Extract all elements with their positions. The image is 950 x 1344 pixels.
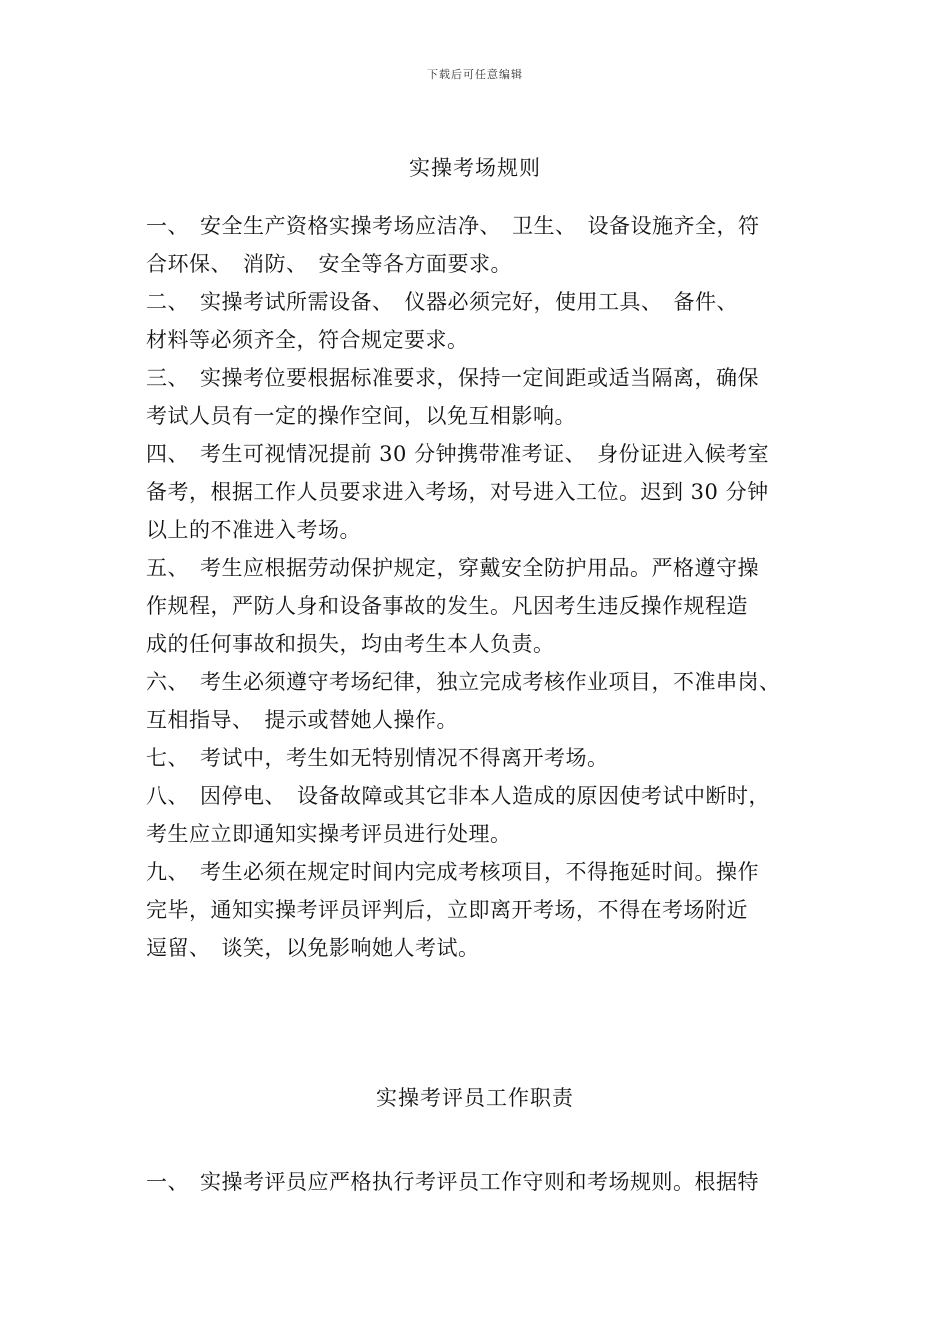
text-line: 七、 考试中，考生如无特别情况不得离开考场。 — [146, 746, 609, 770]
text-line: 考生应立即通知实操考评员进行处理。 — [146, 822, 512, 846]
section-title-exam-rules: 实操考场规则 — [409, 156, 541, 180]
text-line: 考试人员有一定的操作空间，以免互相影响。 — [146, 404, 576, 428]
text-line: 八、 因停电、 设备故障或其它非本人造成的原因使考试中断时， — [146, 784, 770, 808]
text-line: 成的任何事故和损失，均由考生本人负责。 — [146, 632, 555, 656]
exam-rules-body — [146, 207, 826, 967]
text-line: 作规程，严防人身和设备事故的发生。凡因考生违反操作规程造 — [146, 594, 748, 618]
section-title-examiner-duties: 实操考评员工作职责 — [376, 1086, 574, 1110]
examiner-duties-body — [146, 1163, 826, 1201]
text-line: 一、 安全生产资格实操考场应洁净、 卫生、 设备设施齐全，符 — [146, 214, 760, 238]
text-line: 材料等必须齐全，符合规定要求。 — [146, 328, 469, 352]
text-line: 以上的不准进入考场。 — [146, 518, 361, 542]
text-line: 逗留、 谈笑，以免影响她人考试。 — [146, 936, 480, 960]
text-line: 备考，根据工作人员要求进入考场，对号进入工位。迟到 30 分钟 — [146, 480, 769, 504]
text-line: 二、 实操考试所需设备、 仪器必须完好，使用工具、 备件、 — [146, 290, 738, 314]
text-line: 一、 实操考评员应严格执行考评员工作守则和考场规则。根据特 — [146, 1170, 759, 1194]
header-note: 下载后可任意编辑 — [427, 68, 523, 81]
text-line: 三、 实操考位要根据标准要求，保持一定间距或适当隔离，确保 — [146, 366, 759, 390]
text-line: 六、 考生必须遵守考场纪律，独立完成考核作业项目，不准串岗、 — [146, 670, 781, 694]
text-line: 完毕，通知实操考评员评判后，立即离开考场，不得在考场附近 — [146, 898, 748, 922]
text-line: 九、 考生必须在规定时间内完成考核项目，不得拖延时间。操作 — [146, 860, 759, 884]
text-line: 互相指导、 提示或替她人操作。 — [146, 708, 458, 732]
text-line: 五、 考生应根据劳动保护规定，穿戴安全防护用品。严格遵守操 — [146, 556, 759, 580]
text-line: 合环保、 消防、 安全等各方面要求。 — [146, 252, 512, 276]
text-line: 四、 考生可视情况提前 30 分钟携带准考证、 身份证进入候考室 — [146, 442, 770, 466]
